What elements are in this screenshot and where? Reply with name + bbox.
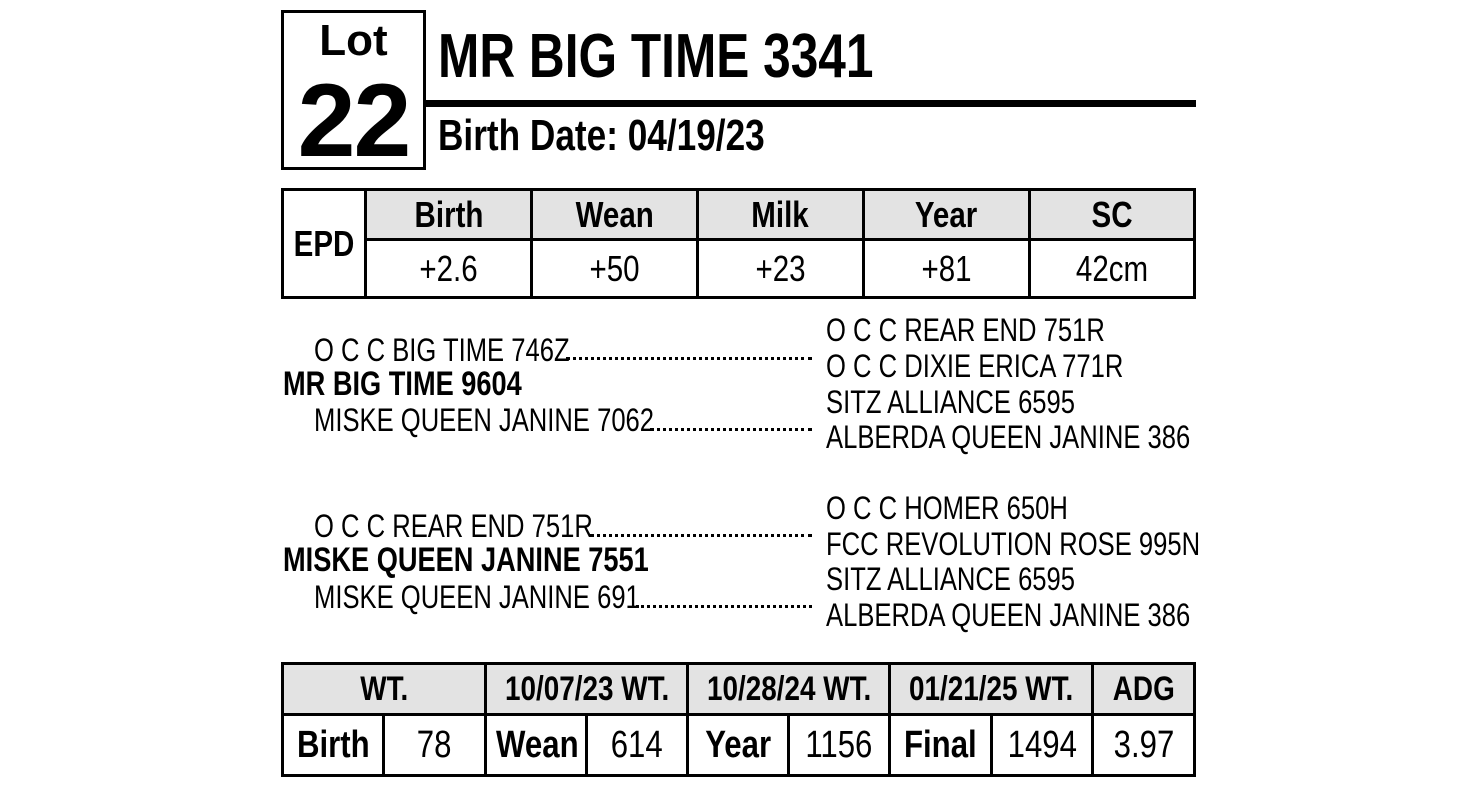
- dam-grandsire-sire: O C C HOMER 650H: [826, 490, 1068, 526]
- sire-dam-name: MISKE QUEEN JANINE 7062: [314, 402, 655, 438]
- weights-value-adg: 3.97: [1093, 715, 1195, 776]
- dam-grandsire-dam: FCC REVOLUTION ROSE 995N: [826, 526, 1201, 562]
- weights-label-final: Final: [890, 715, 992, 776]
- dam-granddam-dam: ALBERDA QUEEN JANINE 386: [826, 597, 1191, 633]
- epd-header-birth: Birth: [366, 190, 532, 240]
- epd-value-sc: 42cm: [1030, 240, 1195, 298]
- title-rule: [425, 100, 1196, 107]
- weights-value-birth: 78: [384, 715, 486, 776]
- epd-value-birth: +2.6: [366, 240, 532, 298]
- sire-sire-name: O C C BIG TIME 746Z: [314, 332, 570, 368]
- weights-label-wean: Wean: [486, 715, 587, 776]
- weights-table: [281, 662, 1196, 777]
- epd-table: [281, 188, 1196, 299]
- epd-header-wean: Wean: [532, 190, 698, 240]
- epd-value-milk: +23: [698, 240, 864, 298]
- sire-grandsire-dam: O C C DIXIE ERICA 771R: [826, 348, 1124, 384]
- dam-dam-leader: [636, 605, 812, 608]
- weights-header-wean-date: 10/07/23 WT.: [486, 664, 688, 715]
- weights-header-wt: WT.: [283, 664, 486, 715]
- sire-granddam-dam: ALBERDA QUEEN JANINE 386: [826, 419, 1191, 455]
- epd-header-sc: SC: [1030, 190, 1195, 240]
- weights-label-year: Year: [688, 715, 789, 776]
- weights-header-year-date: 10/28/24 WT.: [688, 664, 890, 715]
- sire-granddam-sire: SITZ ALLIANCE 6595: [826, 384, 1076, 420]
- sire-grandsire-sire: O C C REAR END 751R: [826, 312, 1105, 348]
- lot-box: [281, 10, 426, 179]
- epd-value-year: +81: [864, 240, 1030, 298]
- weights-value-wean: 614: [587, 715, 688, 776]
- lot-number: 22: [297, 63, 410, 179]
- dam-sire-leader: [590, 534, 812, 537]
- dam-granddam-sire: SITZ ALLIANCE 6595: [826, 561, 1076, 597]
- epd-row-label: EPD: [283, 190, 366, 298]
- epd-value-wean: +50: [532, 240, 698, 298]
- dam-dam-name: MISKE QUEEN JANINE 691: [314, 579, 640, 615]
- dam-name: MISKE QUEEN JANINE 7551: [283, 541, 649, 579]
- weights-header-final-date: 01/21/25 WT.: [890, 664, 1093, 715]
- sire-dam-leader: [650, 428, 812, 431]
- weights-value-year: 1156: [789, 715, 890, 776]
- epd-header-year: Year: [864, 190, 1030, 240]
- sire-name: MR BIG TIME 9604: [283, 365, 522, 403]
- dam-sire-name: O C C REAR END 751R: [314, 508, 593, 544]
- weights-value-final: 1494: [992, 715, 1093, 776]
- birth-date: Birth Date: 04/19/23: [438, 111, 765, 160]
- weights-label-birth: Birth: [283, 715, 384, 776]
- animal-name: MR BIG TIME 3341: [438, 22, 874, 91]
- weights-header-adg: ADG: [1093, 664, 1195, 715]
- lot-label: Lot: [319, 16, 388, 65]
- epd-header-milk: Milk: [698, 190, 864, 240]
- sire-sire-leader: [566, 357, 812, 360]
